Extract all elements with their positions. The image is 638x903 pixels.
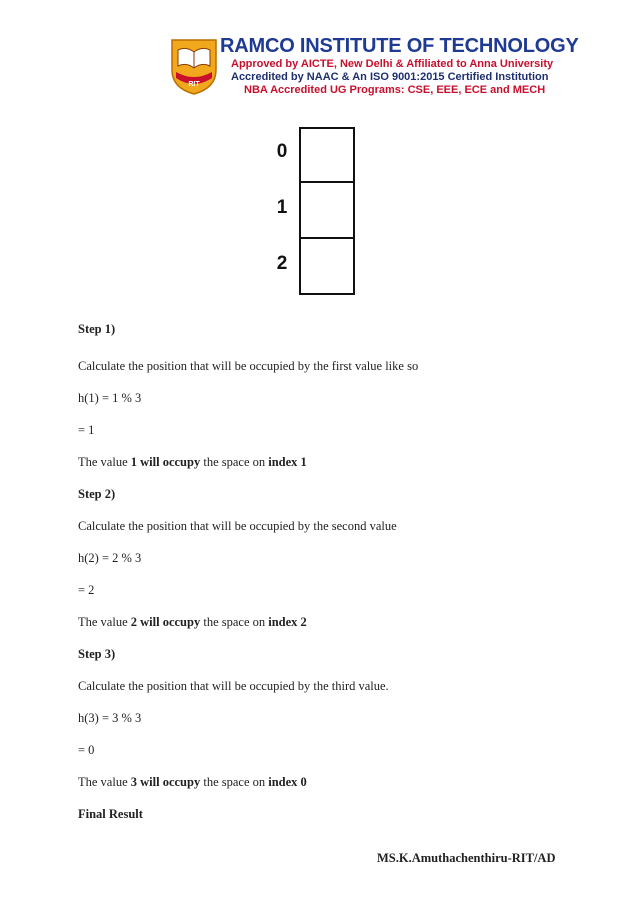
step-2-formula: h(2) = 2 % 3 — [78, 551, 142, 565]
step-1-description: Calculate the position that will be occupied by the first value like so — [78, 359, 419, 373]
step-2-conclusion: The value 2 will occupy the space on index 2 — [78, 615, 307, 629]
index-label: 2 — [276, 253, 288, 274]
step-1-heading: Step 1) — [78, 322, 116, 336]
institute-logo-icon — [168, 36, 220, 96]
step-3-result: = 0 — [78, 743, 95, 757]
step-1-formula: h(1) = 1 % 3 — [78, 391, 142, 405]
header-approval: Approved by AICTE, New Delhi & Affiliated to Anna University — [231, 58, 554, 70]
header-nba: NBA Accredited UG Programs: CSE, EEE, ECE and MECH — [244, 84, 546, 96]
institute-name: RAMCO INSTITUTE OF TECHNOLOGY — [220, 35, 579, 57]
step-3-conclusion: The value 3 will occupy the space on index 0 — [78, 775, 307, 789]
step-3-description: Calculate the position that will be occupied by the third value. — [78, 679, 389, 693]
step-2-heading: Step 2) — [78, 487, 116, 501]
header-accreditation: Accredited by NAAC & An ISO 9001:2015 Certified Institution — [231, 71, 549, 83]
final-result-heading: Final Result — [78, 807, 143, 821]
step-2-result: = 2 — [78, 583, 95, 597]
hash-table-cell — [299, 183, 355, 239]
step-1-conclusion: The value 1 will occupy the space on index 1 — [78, 455, 307, 469]
institute-header — [168, 34, 579, 98]
step-3-heading: Step 3) — [78, 647, 116, 661]
step-1-result: = 1 — [78, 423, 95, 437]
footer-author: MS.K.Amuthachenthiru-RIT/AD — [377, 851, 556, 865]
index-label: 1 — [276, 197, 288, 218]
hash-table-cell — [299, 239, 355, 295]
logo-text: RIT — [188, 81, 200, 88]
step-3-formula: h(3) = 3 % 3 — [78, 711, 142, 725]
hash-table-cell — [299, 127, 355, 183]
index-label: 0 — [276, 141, 288, 162]
step-2-description: Calculate the position that will be occupied by the second value — [78, 519, 397, 533]
